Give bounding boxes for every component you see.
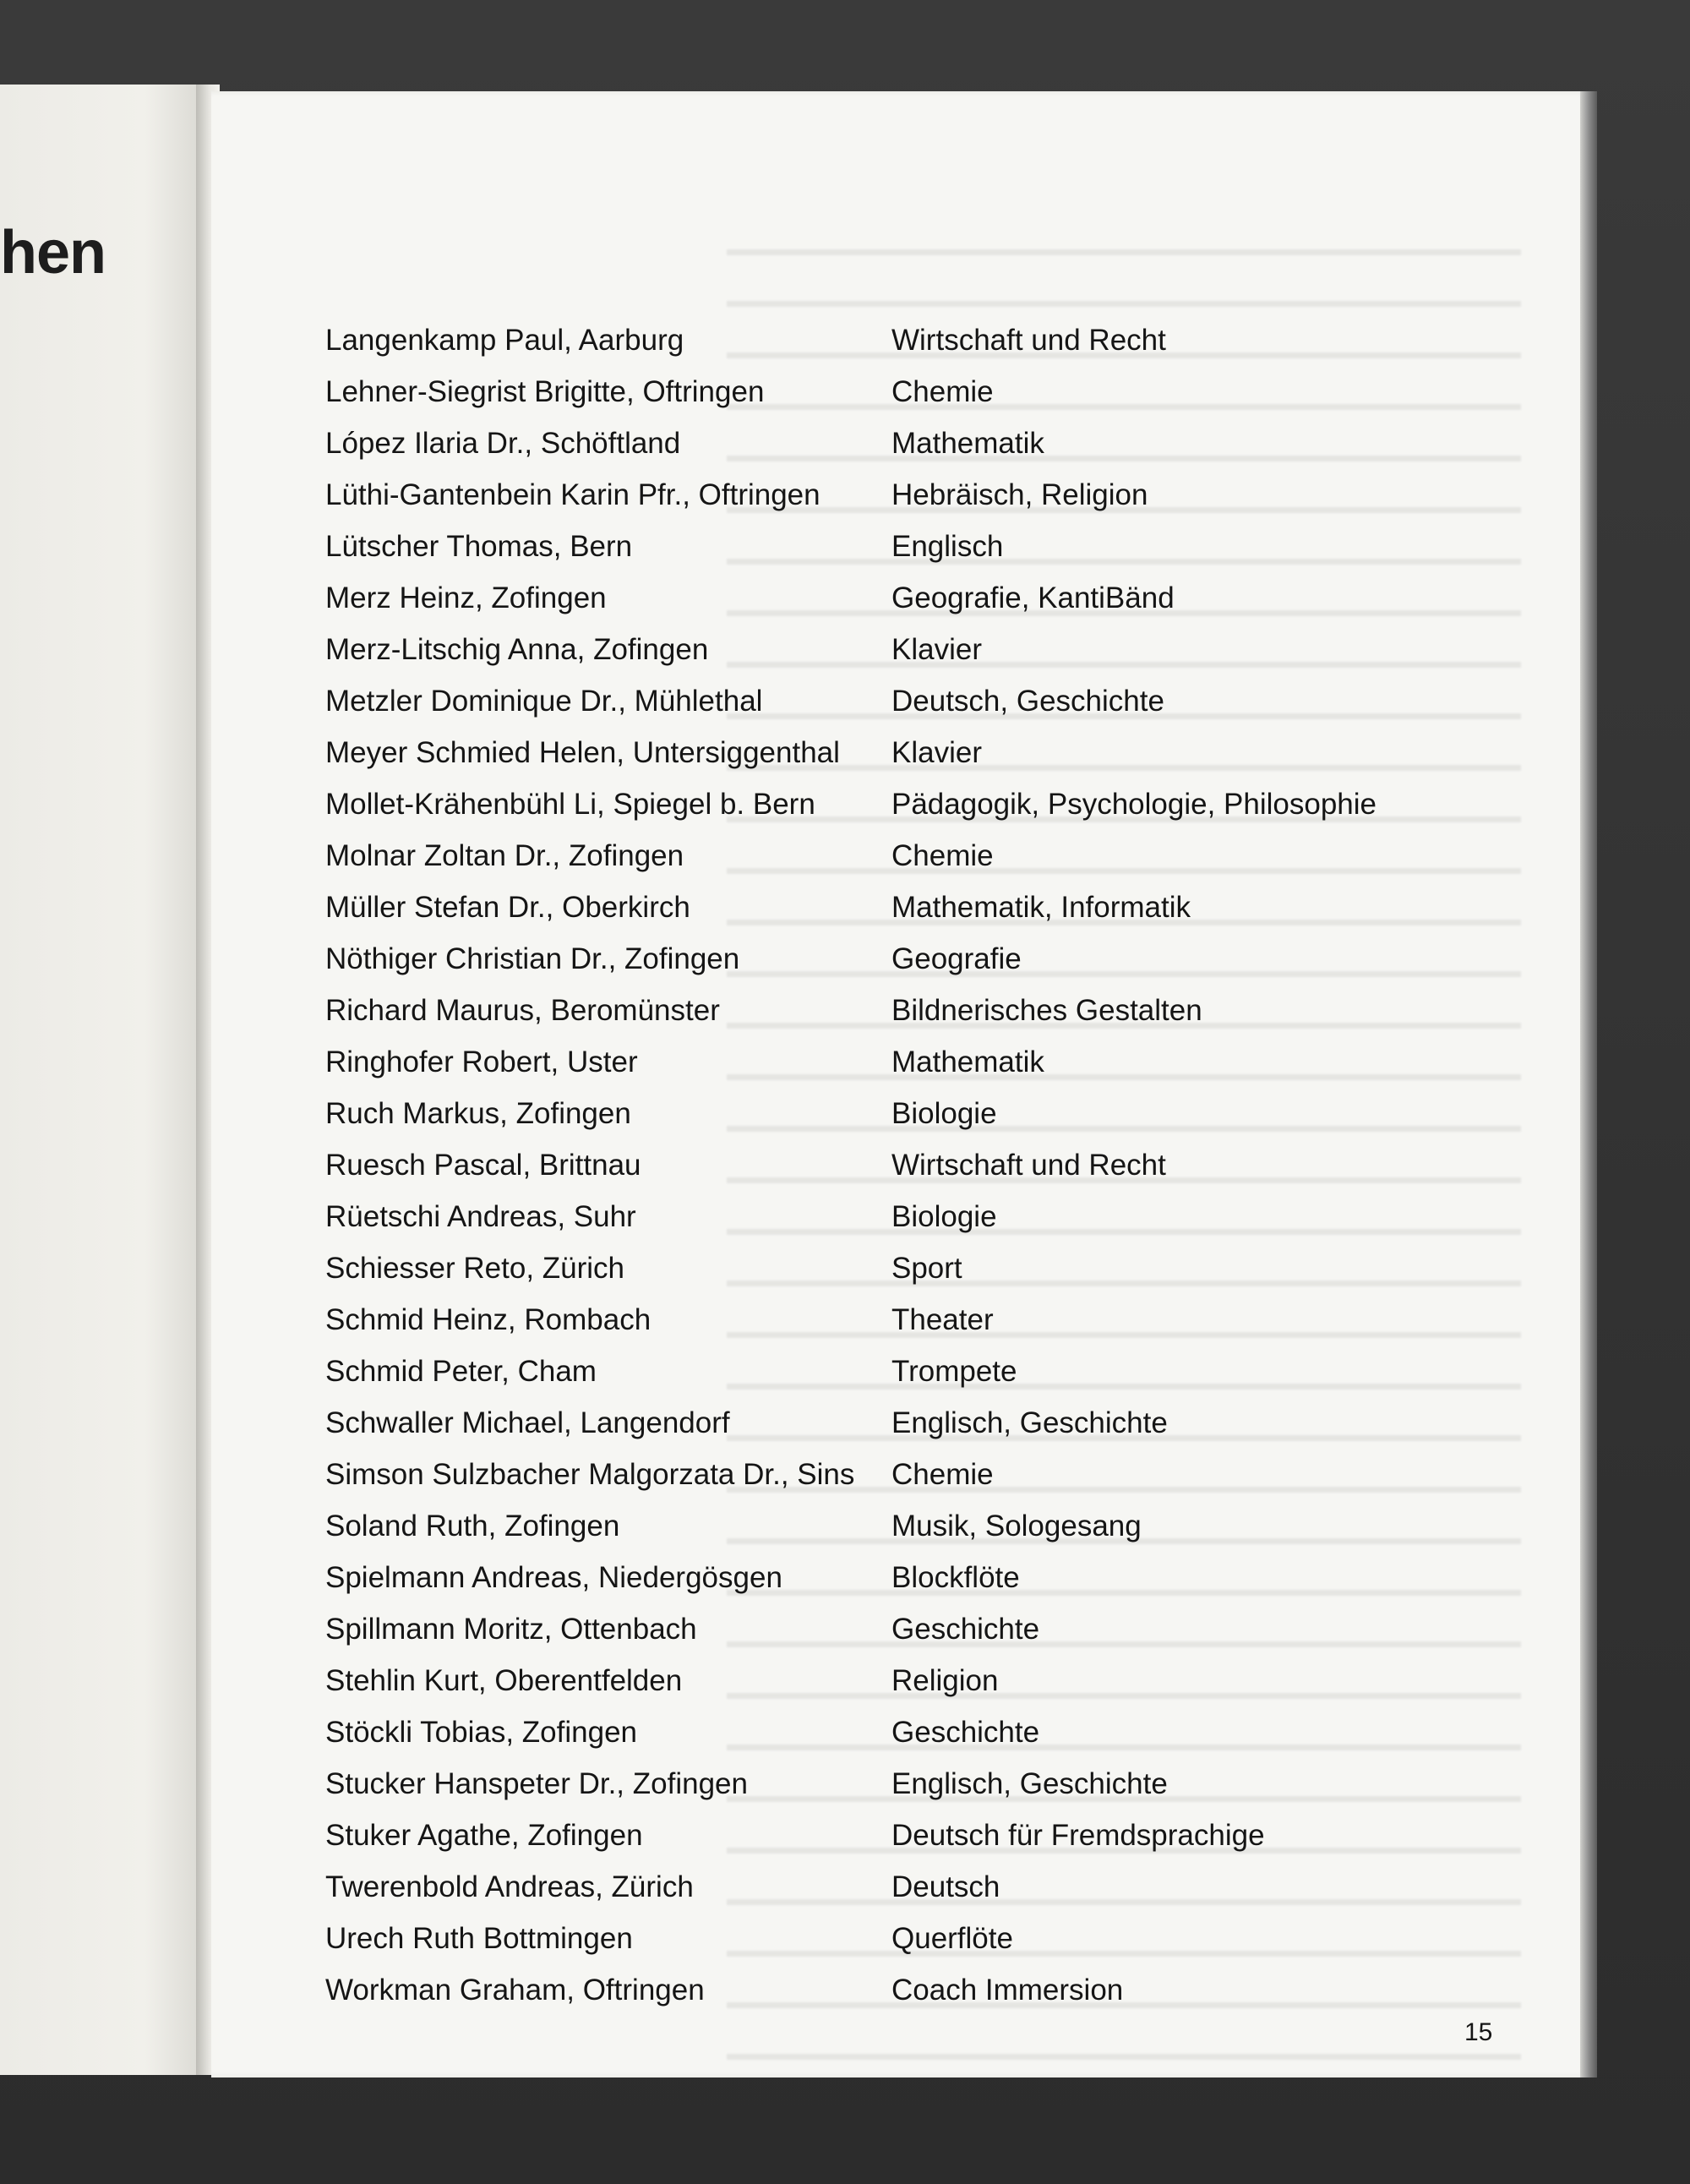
list-item bbox=[325, 1706, 1424, 1758]
teacher-subject: Musik, Sologesang bbox=[891, 1510, 1142, 1542]
teacher-name: Stucker Hanspeter Dr., Zofingen bbox=[325, 1767, 748, 1800]
teacher-subject: Chemie bbox=[891, 839, 994, 872]
teacher-name: Ruch Markus, Zofingen bbox=[325, 1097, 631, 1130]
teacher-subject: Trompete bbox=[891, 1355, 1017, 1388]
list-item bbox=[325, 469, 1424, 521]
list-item bbox=[325, 1552, 1424, 1603]
list-item bbox=[325, 366, 1424, 418]
list-item bbox=[325, 1810, 1424, 1861]
list-item bbox=[325, 1242, 1424, 1294]
teacher-name: Langenkamp Paul, Aarburg bbox=[325, 324, 684, 357]
list-item bbox=[325, 1397, 1424, 1449]
list-item bbox=[325, 830, 1424, 882]
teacher-name: Richard Maurus, Beromünster bbox=[325, 994, 720, 1027]
teacher-name: Merz Heinz, Zofingen bbox=[325, 581, 607, 614]
list-item bbox=[325, 1603, 1424, 1655]
teacher-name: Stöckli Tobias, Zofingen bbox=[325, 1716, 638, 1749]
teacher-subject: Chemie bbox=[891, 1458, 994, 1491]
list-item bbox=[325, 1139, 1424, 1191]
teacher-subject: Klavier bbox=[891, 736, 982, 769]
list-item bbox=[325, 1191, 1424, 1242]
teacher-name: Müller Stefan Dr., Oberkirch bbox=[325, 891, 690, 924]
list-item bbox=[325, 1913, 1424, 1964]
teacher-subject: Deutsch bbox=[891, 1870, 1000, 1903]
teacher-subject: Englisch, Geschichte bbox=[891, 1767, 1168, 1800]
teacher-subject: Deutsch, Geschichte bbox=[891, 685, 1164, 718]
teacher-subject: Blockflöte bbox=[891, 1561, 1020, 1594]
teacher-name: Spielmann Andreas, Niedergösgen bbox=[325, 1561, 782, 1594]
list-item bbox=[325, 624, 1424, 675]
teacher-subject: Englisch bbox=[891, 530, 1004, 563]
list-item bbox=[325, 572, 1424, 624]
teacher-name: Simson Sulzbacher Malgorzata Dr., Sins bbox=[325, 1458, 855, 1491]
teacher-subject: Wirtschaft und Recht bbox=[891, 1149, 1166, 1182]
teacher-name: Spillmann Moritz, Ottenbach bbox=[325, 1613, 697, 1646]
list-item bbox=[325, 1500, 1424, 1552]
teacher-subject: Wirtschaft und Recht bbox=[891, 324, 1166, 357]
list-item bbox=[325, 675, 1424, 727]
teacher-subject: Mathematik bbox=[891, 1046, 1044, 1078]
teacher-name: Lehner-Siegrist Brigitte, Oftringen bbox=[325, 375, 765, 408]
list-item bbox=[325, 1758, 1424, 1810]
list-item bbox=[325, 1861, 1424, 1913]
teacher-subject: Sport bbox=[891, 1252, 962, 1285]
teacher-name: Soland Ruth, Zofingen bbox=[325, 1510, 620, 1542]
list-item bbox=[325, 882, 1424, 933]
teacher-name: Stehlin Kurt, Oberentfelden bbox=[325, 1664, 683, 1697]
list-item bbox=[325, 418, 1424, 469]
page-edge bbox=[1580, 91, 1597, 2078]
teacher-subject: Geografie bbox=[891, 942, 1022, 975]
teacher-list bbox=[325, 314, 1424, 2016]
teacher-subject: Mathematik, Informatik bbox=[891, 891, 1191, 924]
teacher-subject: Geschichte bbox=[891, 1716, 1040, 1749]
teacher-name: Metzler Dominique Dr., Mühlethal bbox=[325, 685, 763, 718]
teacher-name: Lütscher Thomas, Bern bbox=[325, 530, 633, 563]
list-item bbox=[325, 985, 1424, 1036]
teacher-name: Schwaller Michael, Langendorf bbox=[325, 1406, 730, 1439]
teacher-name: Lüthi-Gantenbein Karin Pfr., Oftringen bbox=[325, 478, 820, 511]
teacher-name: Ringhofer Robert, Uster bbox=[325, 1046, 638, 1078]
list-item bbox=[325, 1449, 1424, 1500]
teacher-name: López Ilaria Dr., Schöftland bbox=[325, 427, 681, 460]
teacher-name: Ruesch Pascal, Brittnau bbox=[325, 1149, 641, 1182]
list-item bbox=[325, 1036, 1424, 1088]
list-item bbox=[325, 1964, 1424, 2016]
list-item bbox=[325, 1346, 1424, 1397]
left-page-heading-fragment: hen bbox=[0, 219, 106, 287]
teacher-subject: Mathematik bbox=[891, 427, 1044, 460]
teacher-name: Rüetschi Andreas, Suhr bbox=[325, 1200, 636, 1233]
teacher-name: Workman Graham, Oftringen bbox=[325, 1974, 705, 2007]
teacher-subject: Religion bbox=[891, 1664, 999, 1697]
teacher-subject: Biologie bbox=[891, 1097, 997, 1130]
teacher-name: Twerenbold Andreas, Zürich bbox=[325, 1870, 694, 1903]
left-page bbox=[0, 85, 207, 2075]
teacher-name: Molnar Zoltan Dr., Zofingen bbox=[325, 839, 684, 872]
teacher-subject: Geografie, KantiBänd bbox=[891, 581, 1175, 614]
teacher-subject: Englisch, Geschichte bbox=[891, 1406, 1168, 1439]
list-item bbox=[325, 933, 1424, 985]
list-item bbox=[325, 727, 1424, 778]
teacher-subject: Klavier bbox=[891, 633, 982, 666]
teacher-name: Nöthiger Christian Dr., Zofingen bbox=[325, 942, 740, 975]
teacher-name: Schmid Heinz, Rombach bbox=[325, 1303, 651, 1336]
list-item bbox=[325, 1088, 1424, 1139]
teacher-subject: Deutsch für Fremdsprachige bbox=[891, 1819, 1265, 1852]
page-number: 15 bbox=[1464, 2018, 1493, 2046]
teacher-name: Schmid Peter, Cham bbox=[325, 1355, 597, 1388]
teacher-subject: Querflöte bbox=[891, 1922, 1013, 1955]
teacher-name: Schiesser Reto, Zürich bbox=[325, 1252, 625, 1285]
teacher-subject: Bildnerisches Gestalten bbox=[891, 994, 1202, 1027]
list-item bbox=[325, 1294, 1424, 1346]
teacher-subject: Biologie bbox=[891, 1200, 997, 1233]
list-item bbox=[325, 314, 1424, 366]
teacher-name: Merz-Litschig Anna, Zofingen bbox=[325, 633, 709, 666]
teacher-name: Meyer Schmied Helen, Untersiggenthal bbox=[325, 736, 840, 769]
list-item bbox=[325, 1655, 1424, 1706]
teacher-subject: Chemie bbox=[891, 375, 994, 408]
list-item bbox=[325, 521, 1424, 572]
teacher-subject: Theater bbox=[891, 1303, 994, 1336]
teacher-name: Stuker Agathe, Zofingen bbox=[325, 1819, 643, 1852]
teacher-subject: Geschichte bbox=[891, 1613, 1040, 1646]
teacher-subject: Pädagogik, Psychologie, Philosophie bbox=[891, 788, 1377, 821]
teacher-name: Urech Ruth Bottmingen bbox=[325, 1922, 633, 1955]
teacher-subject: Hebräisch, Religion bbox=[891, 478, 1148, 511]
teacher-name: Mollet-Krähenbühl Li, Spiegel b. Bern bbox=[325, 788, 815, 821]
list-item bbox=[325, 778, 1424, 830]
teacher-subject: Coach Immersion bbox=[891, 1974, 1124, 2007]
